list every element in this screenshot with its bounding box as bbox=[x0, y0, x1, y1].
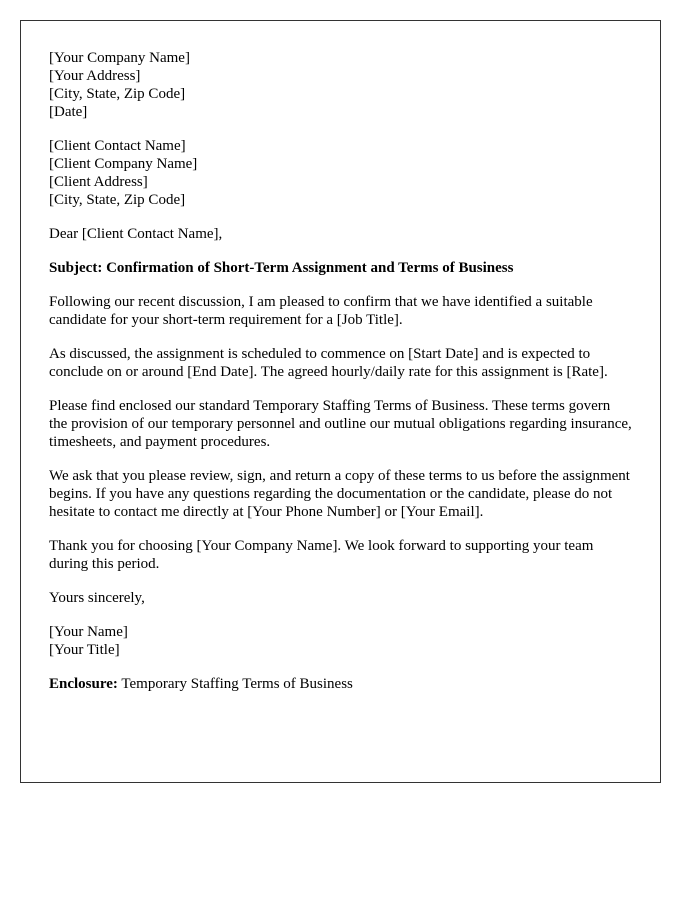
sender-address-line: [Your Address] bbox=[49, 68, 141, 84]
recipient-city: [City, State, Zip Code] bbox=[49, 192, 186, 208]
letter bbox=[20, 20, 661, 783]
signature-block bbox=[49, 623, 632, 659]
body-paragraph: As discussed, the assignment is scheduled to commence on [Start Date] and is expected to conclude on or around [End Date]. The agreed hourly/daily rate for this assignment is [Rate]. bbox=[49, 346, 608, 380]
subject-line bbox=[49, 259, 632, 277]
sender-address bbox=[49, 49, 632, 121]
recipient-address bbox=[49, 137, 632, 209]
recipient-address-line: [Client Address] bbox=[49, 174, 148, 190]
body-paragraph: Thank you for choosing [Your Company Name]. We look forward to supporting your team during this period. bbox=[49, 538, 594, 572]
subject-text: Subject: Confirmation of Short-Term Assignment and Terms of Business bbox=[49, 260, 514, 276]
sender-city: [City, State, Zip Code] bbox=[49, 86, 186, 102]
sender-company: [Your Company Name] bbox=[49, 50, 190, 66]
signer-title: [Your Title] bbox=[49, 642, 120, 658]
recipient-company: [Client Company Name] bbox=[49, 156, 198, 172]
enclosure-label: Enclosure: bbox=[49, 676, 118, 692]
closing: Yours sincerely, bbox=[49, 590, 145, 606]
recipient-contact: [Client Contact Name] bbox=[49, 138, 186, 154]
body-paragraph: Following our recent discussion, I am pleased to confirm that we have identified a suitable candidate for your short-term requirement for a [Job Title]. bbox=[49, 294, 593, 328]
letter-date: [Date] bbox=[49, 104, 88, 120]
salutation: Dear [Client Contact Name], bbox=[49, 226, 223, 242]
signer-name: [Your Name] bbox=[49, 624, 128, 640]
body-paragraph: Please find enclosed our standard Temporary Staffing Terms of Business. These terms govern the provision of our temporary personnel and outline our mutual obligations regarding insurance, timesheets, and payment procedures. bbox=[49, 398, 632, 450]
enclosure-text: Temporary Staffing Terms of Business bbox=[117, 676, 353, 692]
enclosure-line bbox=[49, 675, 632, 693]
body-paragraph: We ask that you please review, sign, and return a copy of these terms to us before the assignment begins. If you have any questions regarding the documentation or the candidate, please do not hesitate to contact me directly at [Your Phone Number] or [Your Email]. bbox=[49, 468, 630, 520]
